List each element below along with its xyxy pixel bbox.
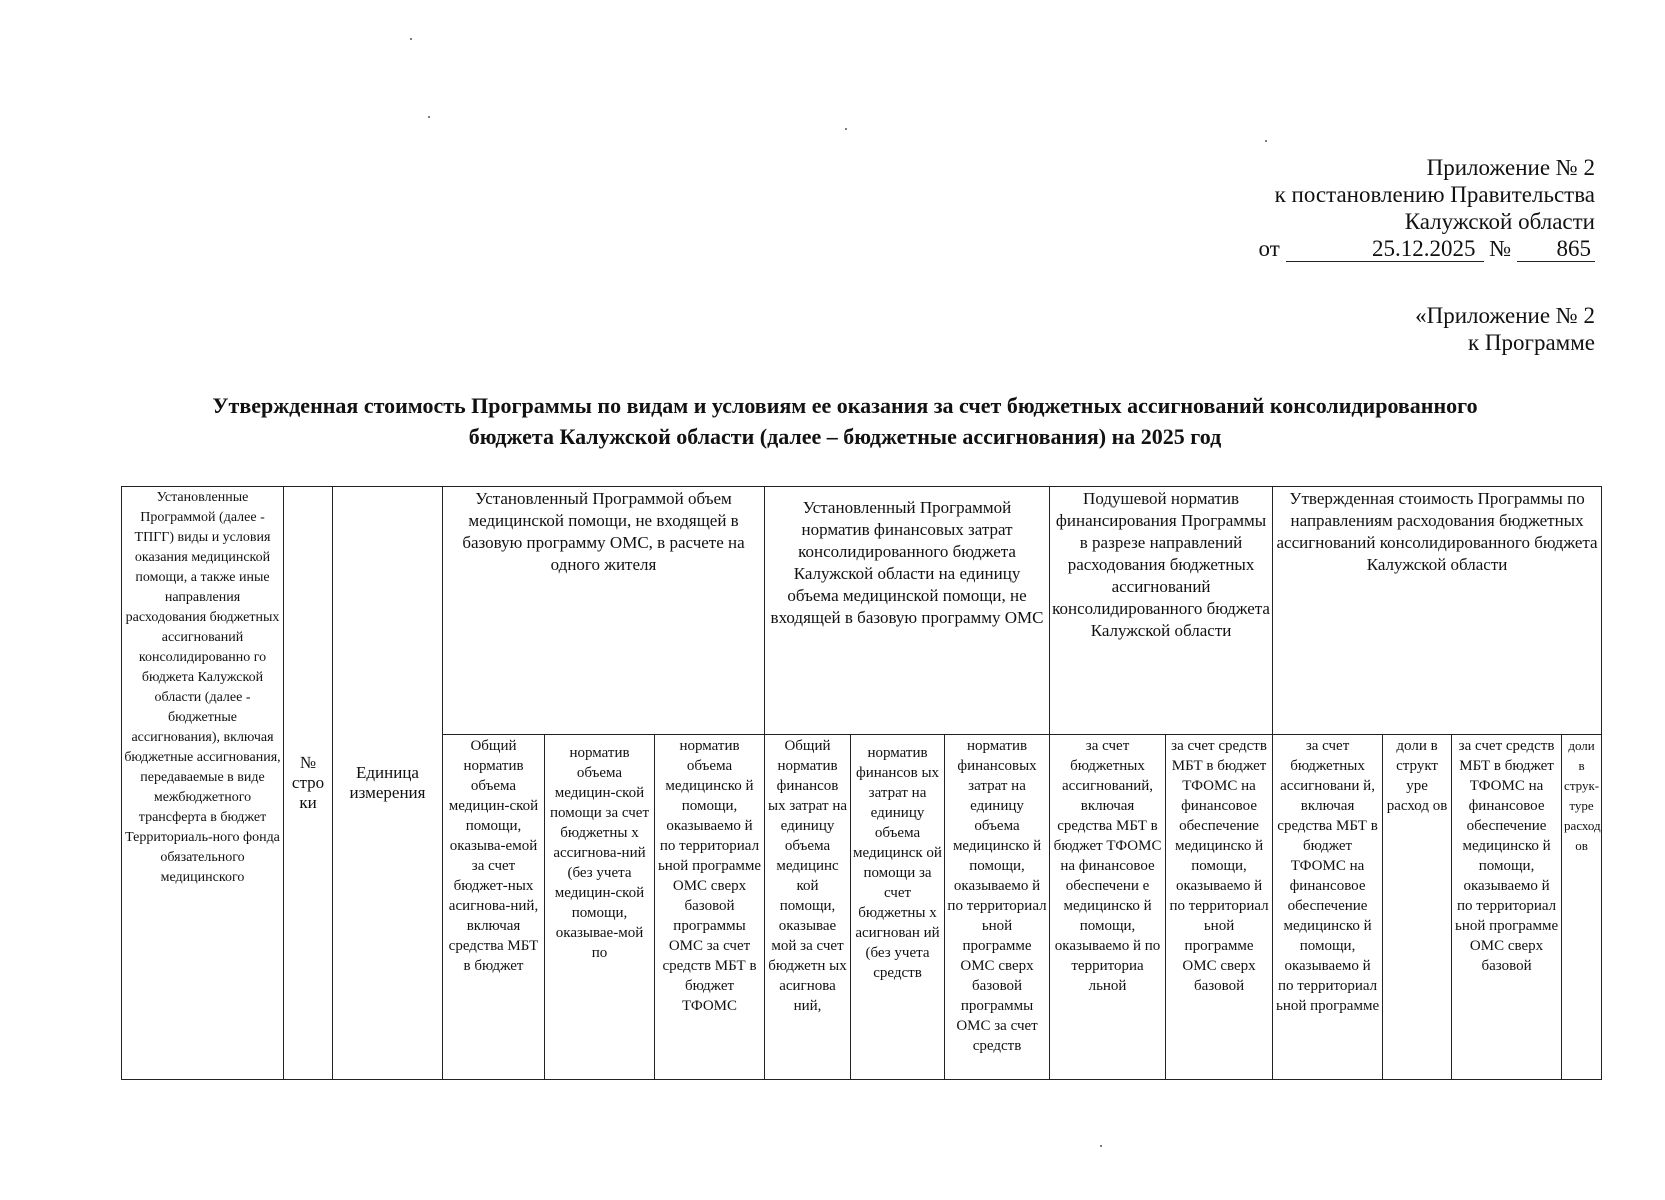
appendix-header [1259, 154, 1595, 262]
resolution-number: 865 [1517, 237, 1595, 262]
sub-header-per-capita-budget: за счет бюджетных ассигнований, включая средства МБТ в бюджет ТФОМС на финансовое обеспечени е медицинско й помощи, оказываемо й по территориа льной [1050, 735, 1166, 1080]
sub-header-per-capita-mbt: за счет средств МБТ в бюджет ТФОМС на финансовое обеспечение медицинско й помощи, оказываемо й по территориал ьной программе ОМС сверх базовой [1166, 735, 1273, 1080]
header-row-number: № стро ки [284, 487, 333, 1080]
header-group-cost-norm: Установленный Программой норматив финансовых затрат консолидированного бюджета Калужской области на единицу объема медицинской помощи, не входящей в базовую программу ОМС [765, 487, 1050, 735]
number-prefix: № [1489, 236, 1512, 261]
program-appendix-title: «Приложение № 2 [1415, 303, 1595, 328]
sub-header-oms-cost: норматив финансовых затрат на единицу объема медицинско й помощи, оказываемо й по территориал ьной программе ОМС сверх базовой программы ОМС за счет средств [945, 735, 1050, 1080]
scan-speck [1265, 140, 1267, 142]
sub-header-share-1: доли в структ уре расход ов [1383, 735, 1452, 1080]
scan-speck [428, 116, 430, 118]
header-group-per-capita: Подушевой норматив финансирования Программы в разрезе направлений расходования бюджетных ассигнований консолидированного бюджета Калужской области [1050, 487, 1273, 735]
appendix-date-line [1259, 235, 1595, 262]
document-title [80, 390, 1610, 452]
document-title-line-2: бюджета Калужской области (далее – бюджетные ассигнования) на 2025 год [468, 424, 1222, 449]
program-appendix-header [1415, 302, 1595, 356]
sub-header-share-2: доли в струк-туре расход ов [1562, 735, 1602, 1080]
date-prefix: от [1258, 236, 1280, 261]
cost-table [121, 486, 1602, 1080]
scan-speck [1100, 1145, 1102, 1147]
sub-header-total-cost: Общий норматив финансов ых затрат на единицу объема медицинс кой помощи, оказывае мой за счет бюджетн ых асигнова ний, [765, 735, 851, 1080]
scan-speck [845, 128, 847, 130]
header-group-volume: Установленный Программой объем медицинской помощи, не входящей в базовую программу ОМС, в расчете на одного жителя [443, 487, 765, 735]
document-title-line-1: Утвержденная стоимость Программы по видам и условиям ее оказания за счет бюджетных ассигнований консолидированного [212, 393, 1478, 418]
appendix-resolution-line: к постановлению Правительства [1274, 182, 1595, 207]
program-appendix-ref: к Программе [1468, 330, 1595, 355]
resolution-date: 25.12.2025 [1286, 237, 1484, 262]
sub-header-cost-budget: за счет бюджетных ассигновани й, включая средства МБТ в бюджет ТФОМС на финансовое обеспечение медицинско й помощи, оказываемо й по территориал ьной программе [1273, 735, 1383, 1080]
header-group-approved-cost: Утвержденная стоимость Программы по направлениям расходования бюджетных ассигнований консолидированного бюджета Калужской области [1273, 487, 1602, 735]
header-care-types: Установленные Программой (далее - ТПГГ) виды и условия оказания медицинской помощи, а также иные направления расходования бюджетных ассигнований консолидированно го бюджета Калужской области (далее - бюджетные ассигнования), включая бюджетные ассигнования, передаваемые в виде межбюджетного трансферта в бюджет Территориаль-ного фонда обязательного медицинского [122, 487, 284, 1080]
sub-header-oms-volume: норматив объема медицинско й помощи, оказываемо й по территориал ьной программе ОМС сверх базовой программы ОМС за счет средств МБТ в бюджет ТФОМС [655, 735, 765, 1080]
sub-header-budget-volume: норматив объема медицин-ской помощи за счет бюджетны х ассигнова-ний (без учета медицин-ской помощи, оказывае-мой по [545, 735, 655, 1080]
appendix-title: Приложение № 2 [1426, 155, 1595, 180]
scan-speck [410, 38, 412, 40]
table-header-row-1 [122, 487, 1602, 735]
header-unit: Единица измерения [333, 487, 443, 1080]
sub-header-budget-cost: норматив финансов ых затрат на единицу объема медицинск ой помощи за счет бюджетны х асигнован ий (без учета средств [851, 735, 945, 1080]
sub-header-cost-mbt: за счет средств МБТ в бюджет ТФОМС на финансовое обеспечение медицинско й помощи, оказываемо й по территориал ьной программе ОМС сверх базовой [1452, 735, 1562, 1080]
sub-header-total-volume: Общий норматив объема медицин-ской помощи, оказыва-емой за счет бюджет-ных асигнова-ний, включая средства МБТ в бюджет [443, 735, 545, 1080]
appendix-region-line: Калужской области [1404, 209, 1595, 234]
